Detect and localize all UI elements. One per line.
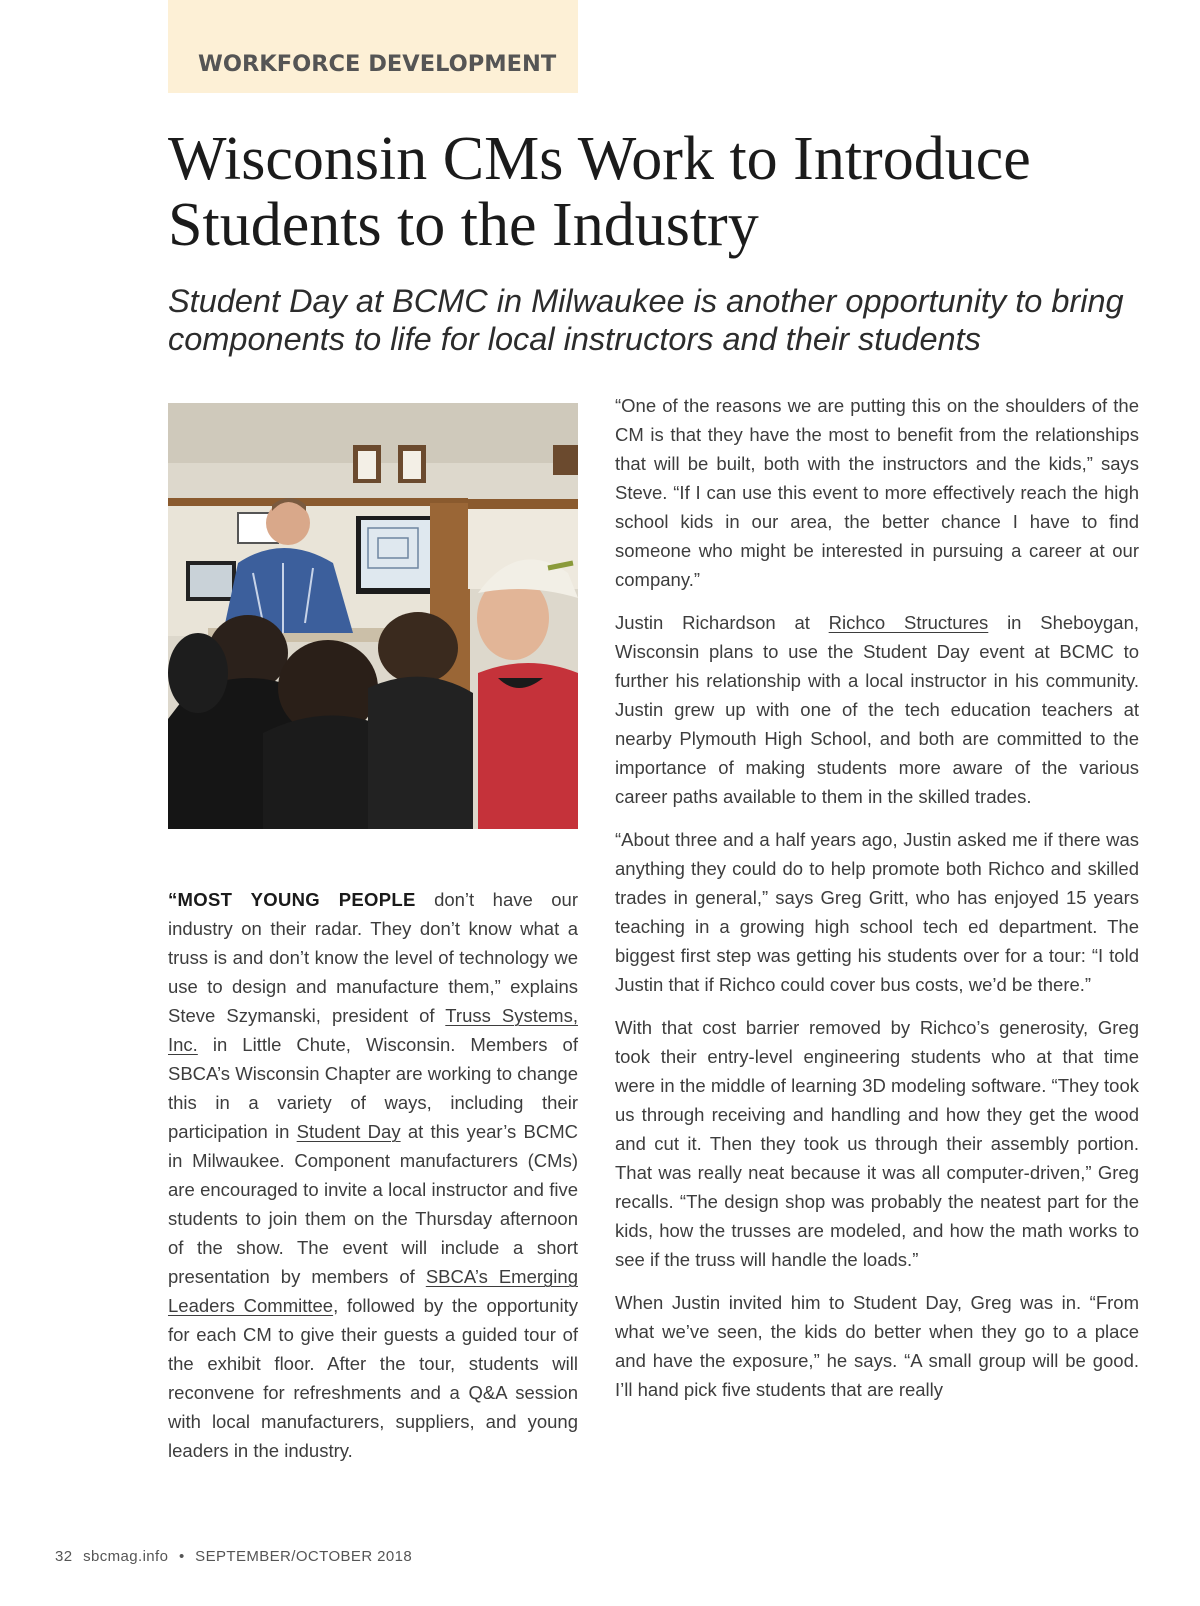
paragraph: When Justin invited him to Student Day, Greg was in. “From what we’ve seen, the kids do better when they go to a place and have the exposure,” he says. “A small group will be good. I’ll hand pick five students that are really — [615, 1292, 1139, 1400]
text-run: at this year’s BCMC in Milwaukee. Component manufacturers (CMs) are encouraged to invite a local instructor and five students to join them on the Thursday afternoon of the show. The event will include a short presentation by members of — [168, 1121, 578, 1287]
section-tag — [168, 0, 578, 93]
article-column-right — [615, 391, 1139, 1418]
text-run: , followed by the opportunity for each CM to give their guests a guided tour of the exhibit floor. After the tour, students will reconvene for refreshments and a Q&A session with local manufacturers, suppliers, and young leaders in the industry. — [168, 1295, 578, 1461]
paragraph: “One of the reasons we are putting this on the shoulders of the CM is that they have the most to benefit from the relationships that will be built, both with the instructors and the kids,” says Steve. “If I can use this event to more effectively reach the high school kids in our area, the better chance I have to find someone who might be interested in pursuing a career at our company.” — [615, 395, 1139, 590]
page-number: 32 — [55, 1548, 73, 1565]
paragraph — [615, 608, 1139, 811]
lead-in: “MOST YOUNG PEOPLE — [168, 889, 416, 910]
text-run: in Sheboygan, Wisconsin plans to use the Student Day event at BCMC to further his relationship with a local instructor in his community. Justin grew up with one of the tech education teachers at nearby Plymouth High School, and both are committed to the importance of making students more aware of the various career paths available to them in the skilled trades. — [615, 612, 1139, 807]
richco-structures-link[interactable]: Richco Structures — [828, 612, 989, 633]
photo-illustration — [168, 403, 578, 829]
truss-systems-link[interactable]: Truss Systems, Inc. — [168, 1005, 578, 1055]
emerging-leaders-link[interactable]: SBCA’s Emerging Leaders Committee — [168, 1266, 578, 1316]
section-tag-label: WORKFORCE DEVELOPMENT — [198, 51, 557, 77]
footer-issue: SEPTEMBER/OCTOBER 2018 — [195, 1548, 413, 1565]
text-run: Justin Richardson at — [615, 612, 829, 633]
paragraph — [168, 885, 578, 1465]
footer-separator: • — [178, 1548, 185, 1565]
article-column-left — [168, 885, 578, 1479]
text-run: don’t have our industry on their radar. They don’t know what a truss is and don’t know the level of technology we use to design and manufacture them,” explains Steve Szymanski, president of — [168, 889, 578, 1026]
paragraph: “About three and a half years ago, Justin asked me if there was anything they could do to help promote both Richco and skilled trades in general,” says Greg Gritt, who has enjoyed 15 years teaching in a growing high school tech ed department. The biggest first step was getting his students over for a tour: “I told Justin that if Richco could cover bus costs, we’d be there.” — [615, 829, 1139, 995]
article-title: Wisconsin CMs Work to Introduce Students to the Industry — [168, 125, 1031, 259]
footer-site: sbcmag.info — [83, 1548, 169, 1565]
page-footer — [55, 1548, 418, 1565]
text-run: in Little Chute, Wisconsin. Members of SBCA’s Wisconsin Chapter are working to change this in a variety of ways, including their participation in — [168, 1034, 578, 1142]
paragraph: With that cost barrier removed by Richco’s generosity, Greg took their entry-level engineering students who at that time were in the middle of learning 3D modeling software. “They took us through receiving and handling and how they get the wood and cut it. Then they took us through their assembly portion. That was really neat because it was all computer-driven,” Greg recalls. “The design shop was probably the neatest part for the kids, how the trusses are modeled, and how the math works to see if the truss will handle the loads.” — [615, 1017, 1139, 1270]
article-photo — [168, 403, 578, 829]
article-subtitle: Student Day at BCMC in Milwaukee is another opportunity to bring components to life for local instructors and their students — [168, 283, 1124, 357]
student-day-link[interactable]: Student Day — [296, 1121, 401, 1142]
